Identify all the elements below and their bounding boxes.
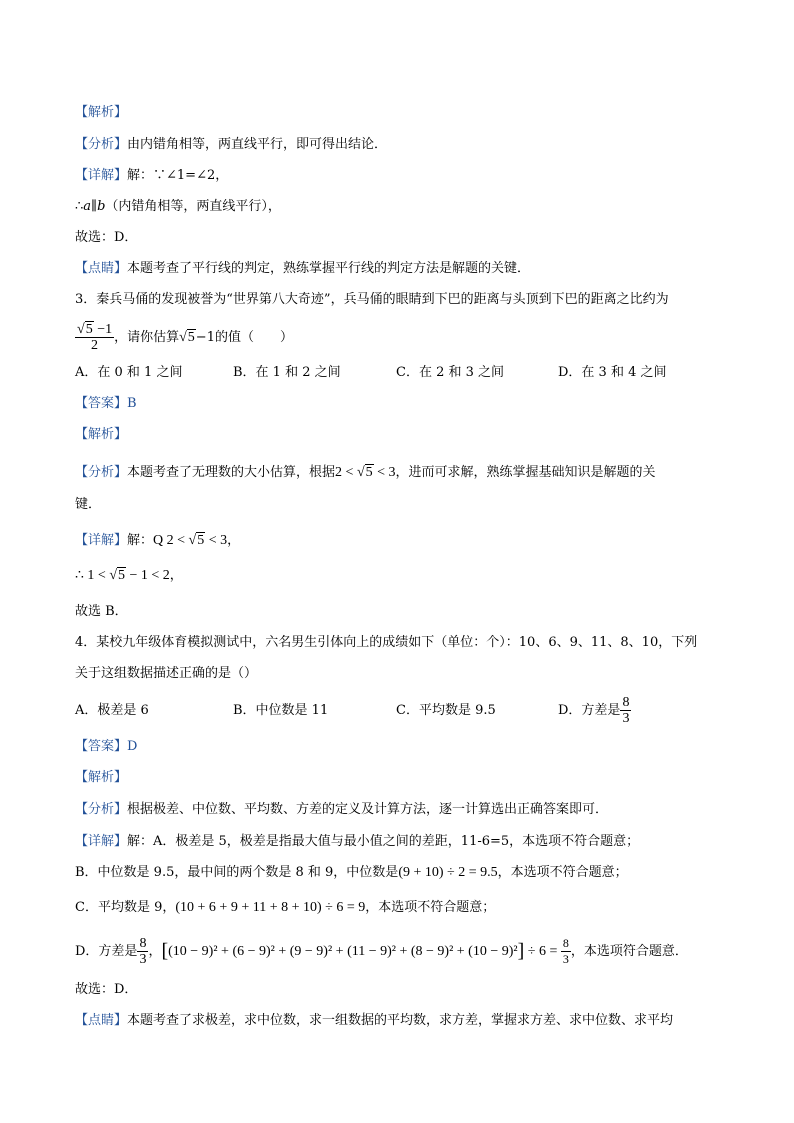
q4-fenxi: 【分析】根据极差、中位数、平均数、方差的定义及计算方法，逐一计算选出正确答案即可． [75,802,609,817]
q4-dianjing: 【点睛】本题考查了求极差，求中位数，求一组数据的平均数，求方差，掌握求方差、求中位数、求平均 [75,1013,674,1028]
q3-stem-line2 [75,322,293,353]
q3-option-b: B．在 1 和 2 之间 [233,365,341,380]
q2-xiangjie-tag: 【详解】 [75,168,128,183]
q4-step-b: B．中位数是 9.5，最中间的两个数是 8 和 9，中位数是(9 + 10) ÷ 2 = 9.5，本选项不符合题意； [75,865,628,880]
q3-fenxi-line2: 键． [75,497,102,512]
q4-xiangjie: 【详解】解：A．极差是 5，极差是指最大值与最小值之间的差距，11-6=5，本选项不符合题意； [75,834,640,849]
q3-stem-part-b: −1的值（ ） [195,330,293,345]
q3-xiangjie: 【详解】解：Q 2 < √5 < 3， [75,533,241,548]
therefore-symbol: ∴ [75,199,84,214]
q3-frac-root: 5 [85,322,93,337]
q2-guxuan: 故选：D． [75,230,138,245]
q3-frac-den: 2 [91,338,99,353]
q2-dianjing [75,260,530,278]
q4-step-c: C．平均数是 9，(10 + 6 + 9 + 11 + 8 + 10) ÷ 6 = 9，本选项不符合题意； [75,900,496,915]
q3-xiangjie-tag: 【详解】 [75,533,128,548]
q3-option-a: A．在 0 和 1 之间 [75,365,183,380]
q4-answer: 【答案】D [75,739,138,754]
q4-option-c: C．平均数是 9.5 [396,703,496,718]
q4-option-b: B．中位数是 11 [233,703,329,718]
parallel-symbol: ∥ [91,199,98,214]
q3-frac-num-rest: −1 [93,322,113,337]
q3-fenxi-line1: 【分析】本题考查了无理数的大小估算，根据2 < √5 < 3，进而可求解，熟练掌握基础知识是解题的关 [75,465,656,480]
q2-xiangjie [75,167,228,185]
q3-option-d: D．在 3 和 4 之间 [558,365,667,380]
q3-answer: 【答案】B [75,396,137,411]
q2-dianjing-tag: 【点睛】 [75,261,128,276]
q3-sqrt-expr: √5 [179,330,195,345]
q4-stem-line1: 4．某校九年级体育模拟测试中，六名男生引体向上的成绩如下（单位：个）：10、6、9、11、8、10，下列 [75,635,698,650]
q2-therefore [75,198,281,216]
q4-xiangjie-tag: 【详解】 [75,834,128,849]
q3-ineq: 2 < √5 < 3 [335,465,396,480]
q3-because-ineq: Q 2 < √5 < 3 [153,533,228,548]
q4-jiexi-label: 【解析】 [75,770,128,785]
q4-variance-formula: [(10 − 9)² + (6 − 9)² + (9 − 9)² + (11 − 9)² + (8 − 9)² + (10 − 9)²] ÷ 6 = $\frac{8}{3}$ [161,936,569,967]
q3-therefore-ineq: ∴ 1 < √5 − 1 < 2 [75,568,170,583]
q2-dianjing-text: 本题考查了平行线的判定，熟练掌握平行线的判定方法是解题的关键． [127,261,531,276]
q2-fenxi [75,136,387,154]
var-b: b [97,199,106,214]
q3-jiexi-label: 【解析】 [75,427,128,442]
q4-guxuan: 故选：D． [75,982,138,997]
q4-stem-line2: 关于这组数据描述正确的是（） [75,666,258,681]
var-a: a [83,199,92,214]
q3-guxuan: 故选 B． [75,604,128,619]
q4-median-formula: (9 + 10) ÷ 2 = 9.5 [398,865,498,880]
q3-stem-part-a: ，请你估算 [114,330,180,345]
q2-xiangjie-text: 解：∵∠1=∠2， [127,168,229,183]
q3-step: ∴ 1 < √5 − 1 < 2， [75,568,183,583]
q2-therefore-reason: （内错角相等，两直线平行）， [105,199,281,214]
q3-stem-line1: 3．秦兵马俑的发现被誉为“世界第八大奇迹”，兵马俑的眼睛到下巴的距离与头顶到下巴的距离之比约为 [75,292,669,307]
q4-variance-result-fraction: $\frac{8}{3}$ [562,936,569,967]
q4-dianjing-tag: 【点睛】 [75,1013,128,1028]
q3-option-c: C．在 2 和 3 之间 [396,365,505,380]
q2-fenxi-tag: 【分析】 [75,137,128,152]
q4-variance-fraction: $\frac{8}{3}$ [139,936,147,967]
q2-jiexi-label: 【解析】 [75,105,128,120]
q4-option-a: A．极差是 6 [75,703,149,718]
q4-option-d-fraction: $\frac{8}{3}$ [622,695,630,726]
q2-fenxi-text: 由内错角相等，两直线平行，即可得出结论． [127,137,388,152]
q3-golden-ratio-fraction: $\frac{√5 -1}{2}$ [77,322,113,353]
q4-mean-formula: (10 + 6 + 9 + 11 + 8 + 10) ÷ 6 = 9 [175,900,366,915]
q4-fenxi-tag: 【分析】 [75,802,128,817]
q4-step-d: D．方差是 $\frac{8}{3}$ ，[(10 − 9)² + (6 − 9)² + (9 − 9)² + (11 − 9)² + (8 − 9)² + (10 − 9)²] ÷ 6 = $\frac{8}{3}$ ，本选项符合题意． [75,936,688,967]
q3-fenxi-tag: 【分析】 [75,465,128,480]
q4-option-d: D．方差是 $\frac{8}{3}$ [558,695,630,726]
